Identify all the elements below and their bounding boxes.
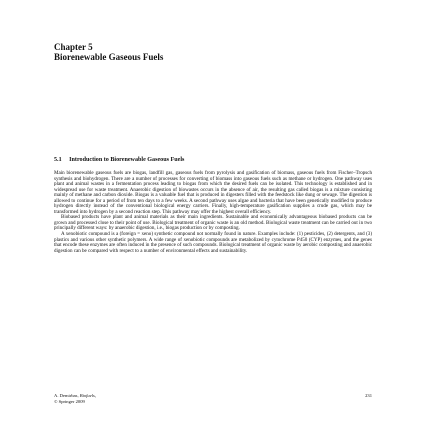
paragraph: A xenobiotic compound is a (foreign = xeno) synthetic compound not normally found in nature. Examples include: (1) pesticides, (2) detergents, and (3) plastics and various other synthetic polymers. A wide range of xenobiotic compounds are metabolized by cytochrome P450 (CYP) enzymes, and the genes that encode these enzymes are often induced in the presence of such compounds. Biological treatment of organic waste by aerobic composting and anaerobic digestion can be compared with respect to a number of environmental effects and sustainability. bbox=[54, 231, 372, 254]
section-number: 5.1 bbox=[54, 157, 62, 163]
paragraph: Biobased products have plant and animal materials as their main ingredients. Sustainable and economically advantageous biobased products can be grown and processed close to their point of use. Biological treatment of organic waste is an old method. Biological waste treatment can be carried out in two principally different ways: by anaerobic digestion, i.e., biogas production or by composting. bbox=[54, 214, 372, 232]
page-footer bbox=[54, 393, 96, 404]
chapter-label: Chapter 5 bbox=[54, 42, 93, 52]
section-title: Introduction to Biorenewable Gaseous Fuels bbox=[69, 157, 185, 163]
page-number: 231 bbox=[365, 393, 372, 398]
footer-book: Biofuels, bbox=[79, 393, 96, 398]
footer-copyright: © Springer 2009 bbox=[54, 398, 85, 404]
footer-author: A. Demirbas, bbox=[54, 393, 79, 398]
section-heading bbox=[54, 156, 184, 164]
body-text bbox=[54, 171, 372, 254]
paragraph: Main biorenewable gaseous fuels are biogas, landfill gas, gaseous fuels from pyrolysis and gasification of biomass, gaseous fuels from Fischer–Tropsch synthesis and biohydrogen. There are a number of processes for converting of biomass into gaseous fuels such as methane or hydrogen. One pathway uses plant and animal wastes in a fermentation process leading to biogas from which the desired fuels can be isolated. This technology is established and in widespread use for waste treatment. Anaerobic digestion of biowastes occurs in the absence of air, the resulting gas called biogas is a mixture consisting mainly of methane and carbon dioxide. Biogas is a valuable fuel that is produced in digesters filled with the feedstock like dung or sewage. The digestion is allowed to continue for a period of from ten days to a few weeks. A second pathway uses algae and bacteria that have been genetically modified to produce hydrogen directly instead of the conventional biological energy carriers. Finally, high-temperature gasification supplies a crude gas, which may be transformed into hydrogen by a second reaction step. This pathway may offer the highest overall efficiency. bbox=[54, 170, 372, 215]
chapter-title: Biorenewable Gaseous Fuels bbox=[54, 52, 164, 62]
